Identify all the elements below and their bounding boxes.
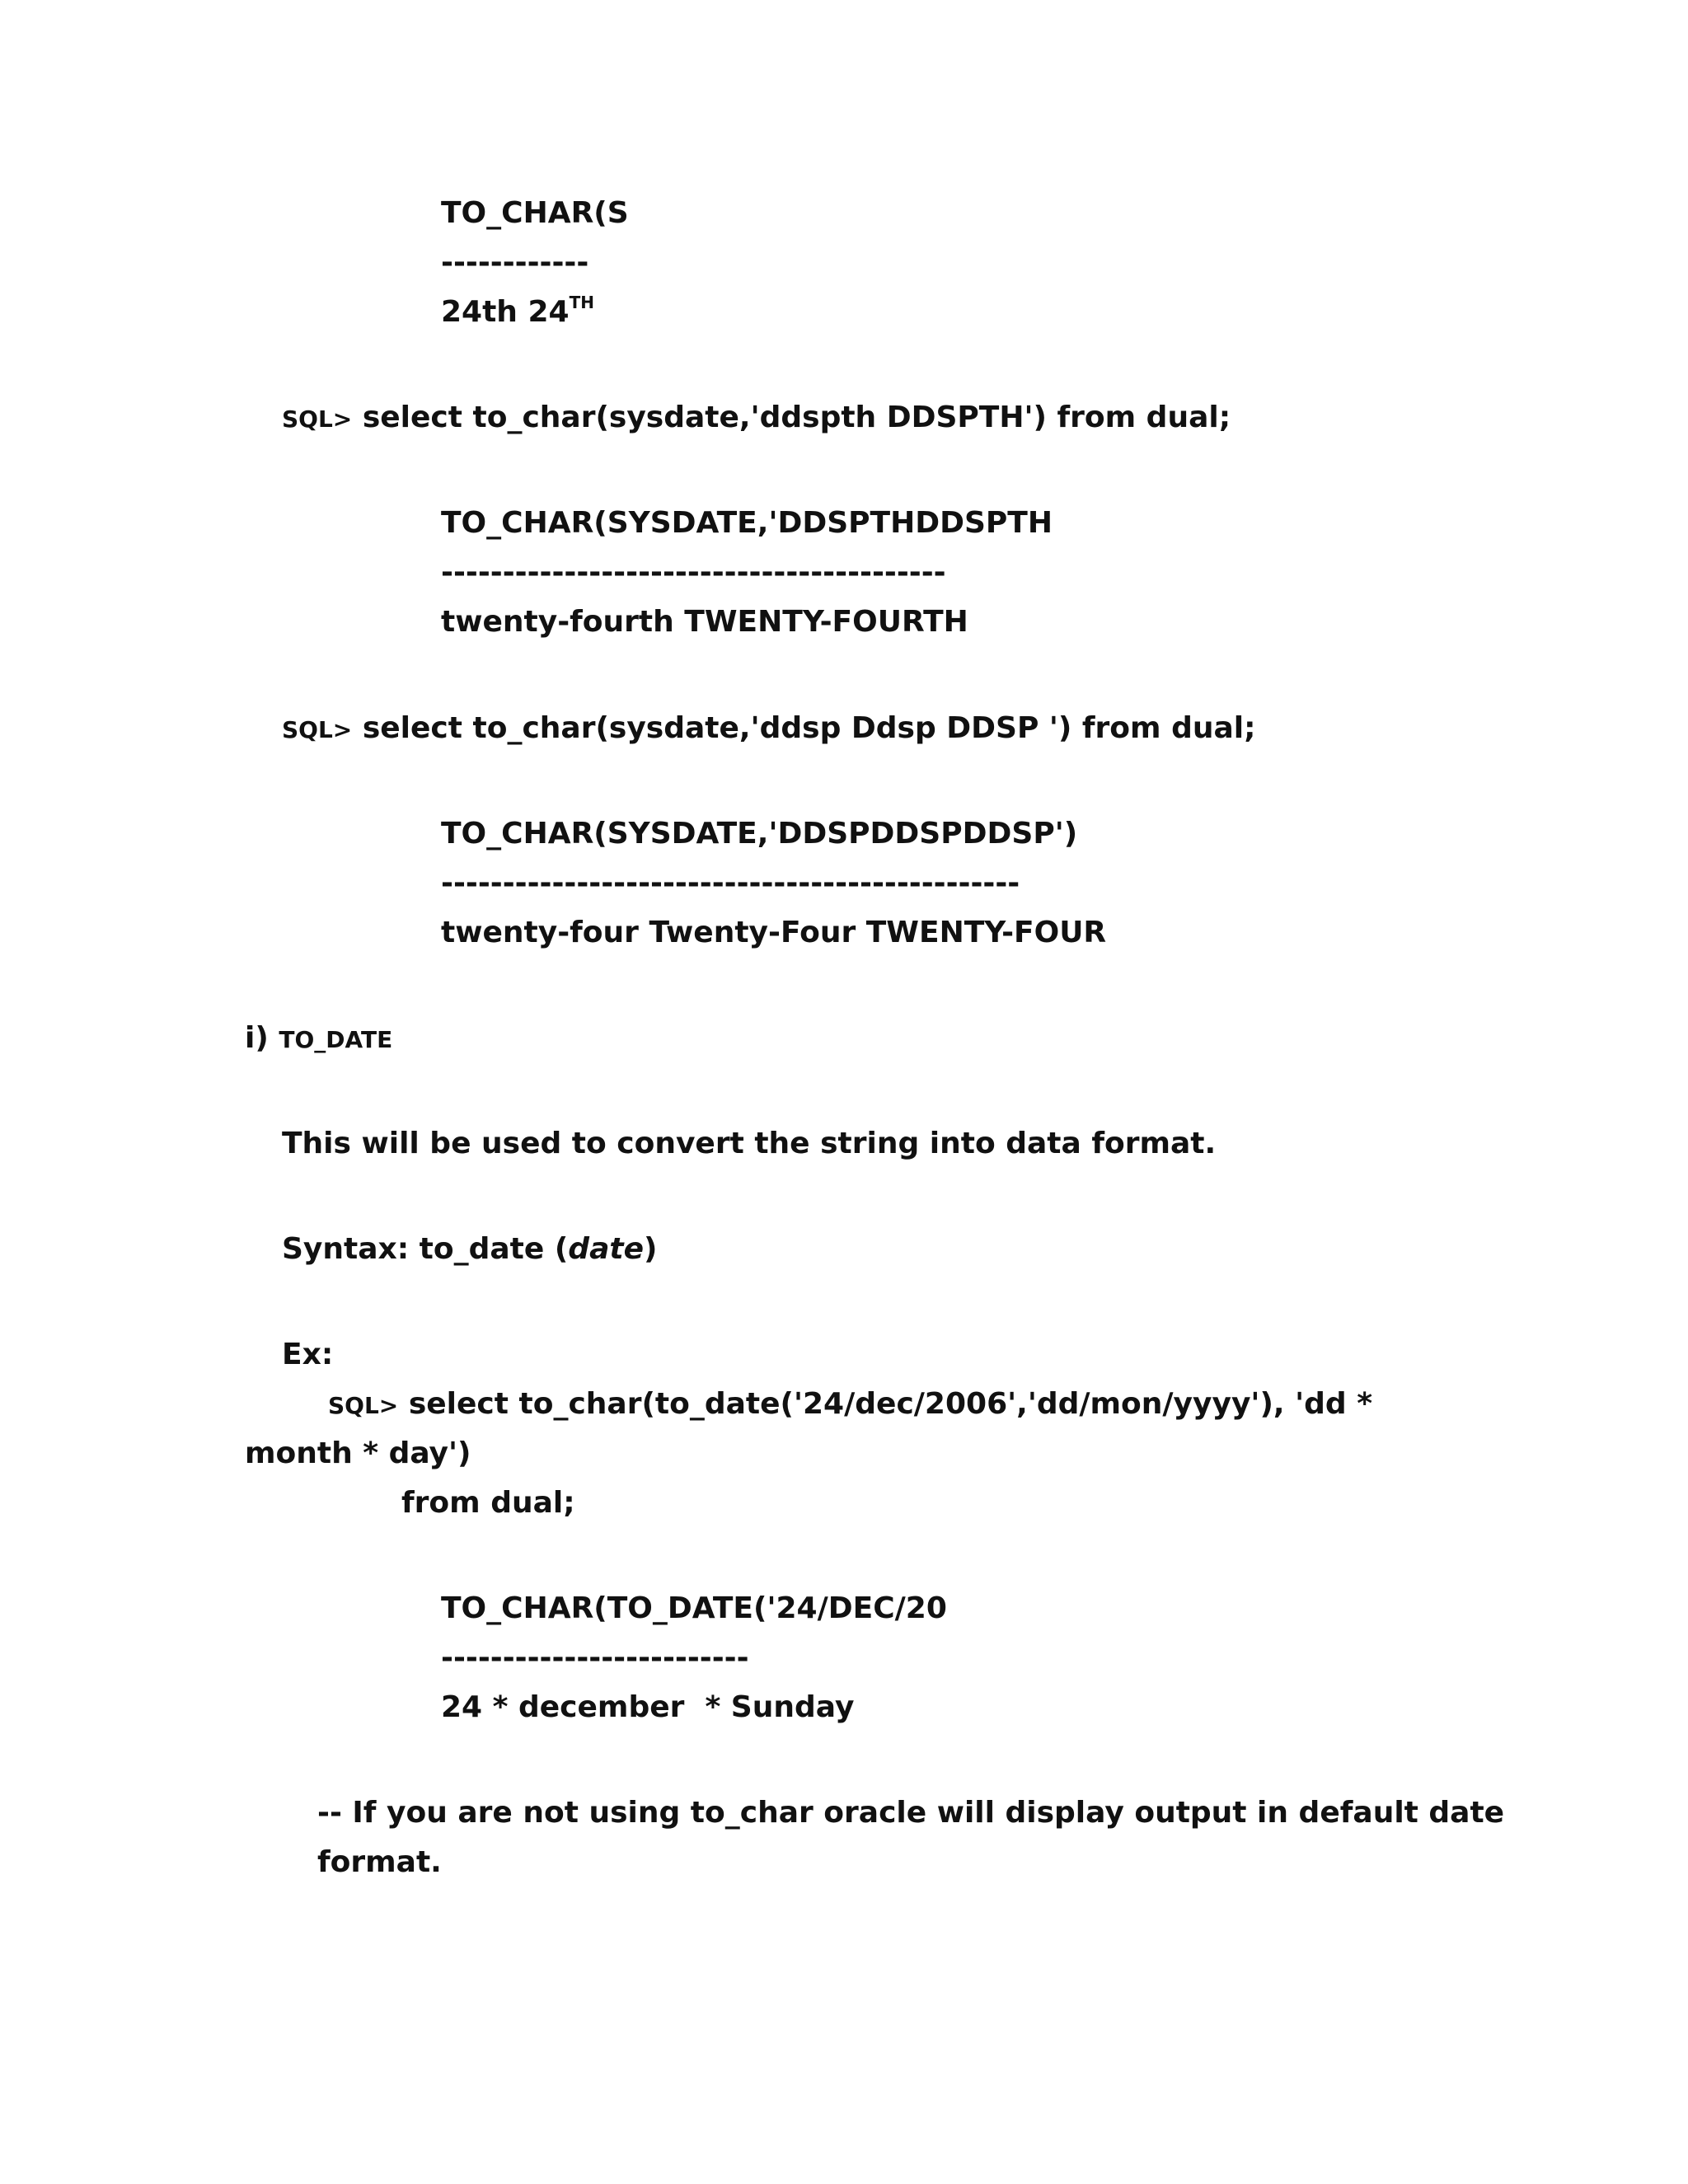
syntax-suffix: ) [643,1232,658,1266]
example-query-line-3: from dual; [401,1486,575,1520]
result-value-1-superscript: TH [569,293,594,312]
sql-prompt: SQL> [282,716,353,743]
result-value-3: twenty-four Twenty-Four TWENTY-FOUR [441,916,1107,949]
sql-query-2-text: select to_char(sysdate,'ddsp Ddsp DDSP ') from dual; [352,711,1256,745]
syntax-prefix: Syntax: to_date ( [282,1232,569,1266]
result-header-4: TO_CHAR(TO_DATE('24/DEC/20 [441,1591,947,1625]
result-separator-1: ------------ [441,246,589,279]
sql-prompt: SQL> [328,1392,399,1419]
section-heading [245,1020,392,1058]
result-value-4: 24 * december * Sunday [441,1690,855,1724]
sql-query-1-text: select to_char(sysdate,'ddspth DDSPTH') from dual; [352,401,1231,434]
result-header-1: TO_CHAR(S [441,196,629,230]
result-header-2: TO_CHAR(SYSDATE,'DDSPTHDDSPTH [441,506,1053,540]
result-header-3: TO_CHAR(SYSDATE,'DDSPDDSPDDSP') [441,817,1078,851]
section-title: TO_DATE [279,1026,393,1053]
example-query-line-1 [328,1386,1372,1424]
result-separator-2: ----------------------------------------- [441,555,946,589]
result-value-1 [441,294,594,330]
sql-query-1 [282,400,1231,438]
sql-query-2 [282,710,1256,748]
sql-prompt: SQL> [282,405,353,433]
syntax-arg: date [568,1232,644,1266]
example-query-text-1: select to_char(to_date('24/dec/2006','dd/mon/yyyy'), 'dd * [398,1387,1373,1421]
syntax-line [282,1231,657,1268]
result-separator-4: ------------------------- [441,1641,749,1675]
result-value-2: twenty-fourth TWENTY-FOURTH [441,605,968,639]
description: This will be used to convert the string into data format. [282,1127,1217,1160]
section-marker: i) [245,1021,269,1055]
note-line-2: format. [317,1845,442,1879]
result-separator-3: ----------------------------------------------- [441,866,1020,900]
example-label: Ex: [282,1338,334,1371]
note-line-1: -- If you are not using to_char oracle will display output in default date [317,1796,1505,1830]
example-query-line-2: month * day') [245,1436,471,1470]
result-value-1-main: 24th 24 [441,295,570,329]
